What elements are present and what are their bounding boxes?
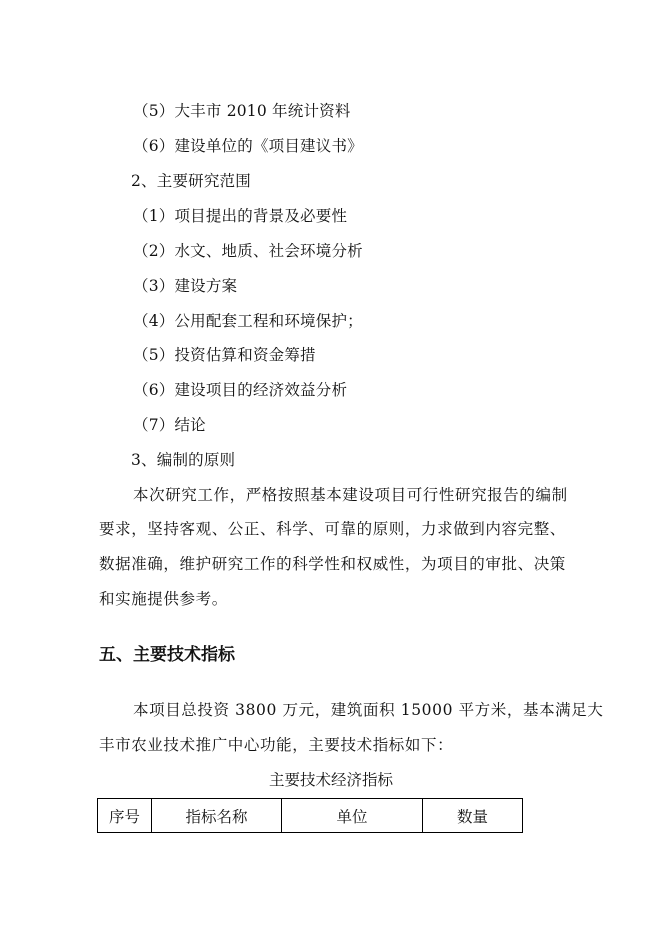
principles-paragraph-line-3: 数据准确，维护研究工作的科学性和权威性，为项目的审批、决策 <box>99 555 566 573</box>
chapter-heading-technical-indicators: 五、主要技术指标 <box>99 645 235 665</box>
technical-indicators-table <box>97 798 523 833</box>
header-cell-indicator-name: 指标名称 <box>152 799 282 833</box>
scope-item-1: （1）项目提出的背景及必要性 <box>133 207 348 225</box>
scope-item-5: （5）投资估算和资金筹措 <box>133 346 316 364</box>
table-caption: 主要技术经济指标 <box>268 771 393 789</box>
indicators-paragraph-line-2: 丰市农业技术推广中心功能，主要技术指标如下： <box>99 736 454 754</box>
section-heading-principles: 3、编制的原则 <box>131 451 236 469</box>
scope-item-6: （6）建设项目的经济效益分析 <box>133 381 348 399</box>
principles-paragraph-line-1: 本次研究工作，严格按照基本建设项目可行性研究报告的编制 <box>133 486 568 504</box>
principles-paragraph-line-4: 和实施提供参考。 <box>99 590 228 608</box>
indicators-paragraph-line-1: 本项目总投资 3800 万元，建筑面积 15000 平方米，基本满足大 <box>133 701 604 719</box>
scope-item-7: （7）结论 <box>133 416 206 434</box>
header-cell-serial: 序号 <box>98 799 152 833</box>
principles-paragraph-line-2: 要求，坚持客观、公正、科学、可靠的原则，力求做到内容完整、 <box>99 520 566 538</box>
header-cell-unit: 单位 <box>282 799 423 833</box>
scope-item-2: （2）水文、地质、社会环境分析 <box>133 242 363 260</box>
header-cell-quantity: 数量 <box>423 799 523 833</box>
reference-item-6: （6）建设单位的《项目建议书》 <box>133 137 363 155</box>
table-header-row <box>98 799 523 833</box>
scope-item-3: （3）建设方案 <box>133 277 238 295</box>
reference-item-5: （5）大丰市 2010 年统计资料 <box>133 102 351 120</box>
section-heading-research-scope: 2、主要研究范围 <box>131 172 251 190</box>
scope-item-4: （4）公用配套工程和环境保护； <box>133 312 363 330</box>
